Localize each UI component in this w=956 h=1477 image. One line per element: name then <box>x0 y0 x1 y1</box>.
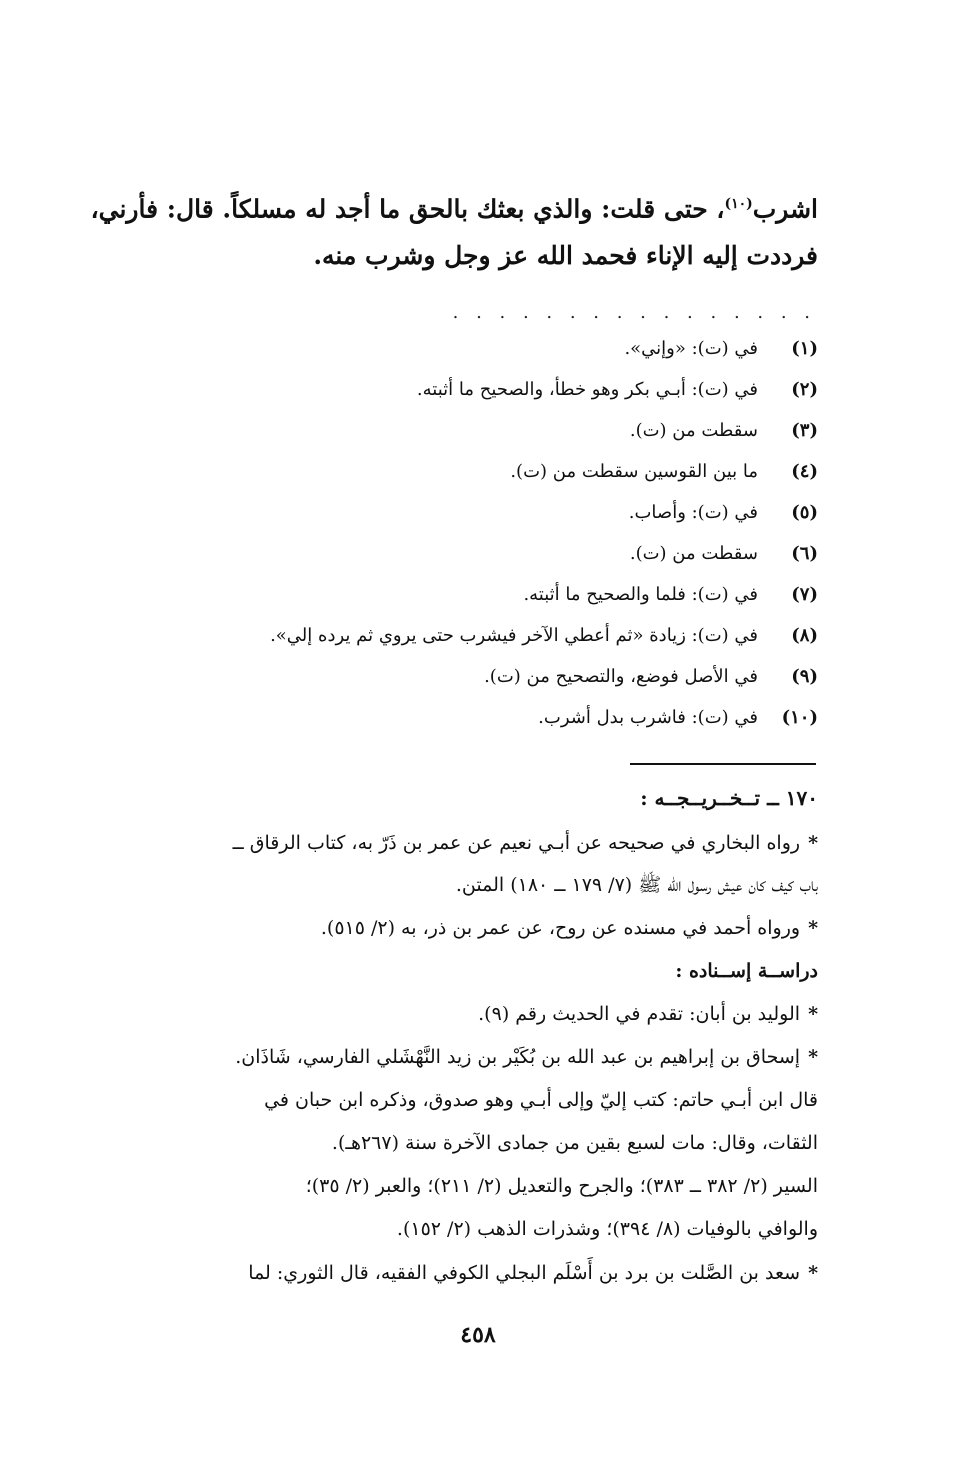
bullet-star-icon: * <box>808 832 818 854</box>
main-text-segment: اشرب <box>752 194 818 224</box>
footnote-text: في (ت): «وإني». <box>624 338 758 359</box>
paragraph-line <box>80 1258 818 1288</box>
footnote-number: (٤) <box>791 461 818 482</box>
main-text-line-2: فرددت إليه الإناء فحمد الله عز وجل وشرب منه. <box>313 241 818 270</box>
footnote-number: (٩) <box>791 666 818 687</box>
paragraph-line: الثقات، وقال: مات لسبع بقين من جمادى الآخرة سنة (٢٦٧هـ). <box>331 1132 818 1154</box>
footnote-reference[interactable]: (١٠) <box>724 196 753 212</box>
footnote-item <box>538 703 818 733</box>
footnote-number: (٢) <box>791 379 818 400</box>
paragraph-line: السير (٢/ ٣٨٢ ــ ٣٨٣)؛ والجرح والتعديل (٢/ ٢١١)؛ والعبر (٢/ ٣٥)؛ <box>305 1175 818 1197</box>
footnote-separator: . . . . . . . . . . . . . . . . <box>452 302 816 323</box>
footnote-number: (٨) <box>791 625 818 646</box>
footnote-number: (٥) <box>791 502 818 523</box>
footnote-item <box>630 539 818 569</box>
footnote-number: (١) <box>791 338 818 359</box>
paragraph-line: باب كيف كان عيش رسول الله ﷺ (٧/ ١٧٩ ــ ١٨٠) المتن. <box>455 874 818 896</box>
paragraph-line: قال ابن أبـي حاتم: كتب إليّ وإلى أبـي وهو صدوق، وذكره ابن حبان في <box>264 1089 818 1111</box>
paragraph-line <box>80 1042 818 1072</box>
footnote-number: (٣) <box>791 420 818 441</box>
takhrij-heading: ١٧٠ ــ تــخــريــجــه : <box>640 786 818 810</box>
footnote-item <box>270 621 818 651</box>
footnote-item <box>484 662 818 692</box>
main-text-segment: ، حتى قلت: والذي بعثك بالحق ما أجد له مسلكاً. قال: فأرني، <box>90 194 725 224</box>
bullet-star-icon: * <box>808 1003 818 1025</box>
paragraph-text: ورواه أحمد في مسنده عن روح، عن عمر بن ذر، به (٢/ ٥١٥). <box>320 917 801 939</box>
bullet-star-icon: * <box>808 1262 818 1284</box>
footnote-item <box>523 580 818 610</box>
footnote-text: في (ت): وأصاب. <box>628 502 758 523</box>
paragraph-text: إسحاق بن إبراهيم بن عبد الله بن بُكَيْر بن زيد النَّهْشَلي الفارسي، شَاذَان. <box>235 1046 801 1068</box>
paragraph-text: رواه البخاري في صحيحه عن أبـي نعيم عن عمر بن ذَرّ به، كتاب الرقاق ــ <box>232 832 801 854</box>
footnote-number: (٧) <box>791 584 818 605</box>
paragraph-line <box>478 999 818 1029</box>
footnote-text: سقطت من (ت). <box>629 543 758 564</box>
paragraph-text: سعد بن الصَّلت بن برد بن أَسْلَم البجلي الكوفي الفقيه، قال الثوري: لما <box>248 1262 801 1284</box>
footnote-number: (٦) <box>791 543 818 564</box>
footnote-text: في (ت): زيادة «ثم أعطي الآخر فيشرب حتى يروي ثم يرده إلي». <box>270 625 758 646</box>
bullet-star-icon: * <box>808 1046 818 1068</box>
footnote-text: سقطت من (ت). <box>629 420 758 441</box>
bullet-star-icon: * <box>808 917 818 939</box>
page-number: ٤٥٨ <box>460 1322 496 1348</box>
footnote-item <box>629 498 818 528</box>
main-text-line-1 <box>91 186 818 227</box>
footnote-text: في (ت): أبـي بكر وهو خطأ، والصحيح ما أثبته. <box>416 379 758 400</box>
paragraph-line <box>321 913 818 943</box>
section-divider <box>630 763 816 765</box>
footnote-item <box>630 416 818 446</box>
paragraph-line: والوافي بالوفيات (٨/ ٣٩٤)؛ وشذرات الذهب (٢/ ١٥٢). <box>396 1218 818 1240</box>
footnote-text: في الأصل فوضع، والتصحيح من (ت). <box>484 666 758 687</box>
footnote-item <box>417 375 818 405</box>
dirasa-heading: دراســة إســناده : <box>675 960 818 982</box>
footnote-text: ما بين القوسين سقطت من (ت). <box>510 461 758 482</box>
paragraph-line <box>80 828 818 858</box>
footnote-number: (١٠) <box>781 707 818 728</box>
footnote-item <box>510 457 818 487</box>
footnote-text: في (ت): فاشرب بدل أشرب. <box>538 707 758 728</box>
footnote-item <box>624 334 818 364</box>
paragraph-text: الوليد بن أبان: تقدم في الحديث رقم (٩). <box>478 1003 801 1025</box>
footnote-text: في (ت): فلما والصحيح ما أثبته. <box>523 584 758 605</box>
